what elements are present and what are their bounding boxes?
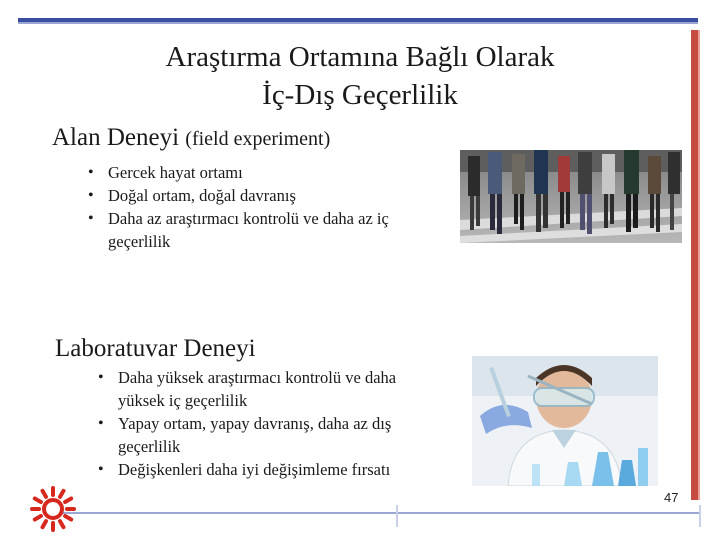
list-item: • Daha az araştırmacı kontrolü ve daha az iç geçerlilik — [88, 209, 389, 251]
frame-top-line — [18, 22, 698, 24]
slide-title — [60, 38, 660, 114]
sunburst-logo-icon — [30, 486, 76, 532]
section-heading-field-main: Alan Deneyi — [52, 124, 180, 151]
frame-right-line — [698, 30, 700, 500]
frame-right-bar — [691, 30, 698, 500]
section-heading-lab-main: Laboratuvar Deneyi — [55, 335, 256, 362]
slide-title-line1: Araştırma Ortamına Bağlı Olarak — [165, 41, 555, 73]
list-item: • Değişkenleri daha iyi değişimleme fırsatı — [98, 460, 391, 479]
list-item: • Gercek hayat ortamı — [88, 163, 243, 182]
crowd-walking-image — [460, 150, 682, 243]
list-item: • Daha yüksek araştırmacı kontrolü ve daha yüksek iç geçerlilik — [98, 368, 397, 410]
field-bullet-list — [82, 161, 452, 253]
list-item: • Doğal ortam, doğal davranış — [88, 186, 296, 205]
page-number: 47 — [664, 490, 679, 505]
section-heading-field-sub: (field experiment) — [185, 128, 331, 150]
section-heading-lab — [55, 334, 256, 364]
frame-bottom-tick — [396, 505, 398, 527]
bullet-dot-icon: • — [98, 415, 104, 432]
lab-scientist-photo — [472, 356, 658, 486]
list-item: • Yapay ortam, yapay davranış, daha az dış geçerlilik — [98, 414, 392, 456]
slide-title-line2: İç-Dış Geçerlilik — [262, 79, 458, 111]
bullet-dot-icon: • — [88, 164, 94, 181]
lab-bullet-list — [92, 366, 437, 481]
crowd-walking-photo — [460, 150, 682, 243]
bullet-dot-icon: • — [98, 369, 104, 386]
frame-bottom-tick-right — [699, 505, 701, 527]
university-logo — [30, 486, 76, 532]
section-heading-field — [52, 123, 330, 154]
frame-bottom-line — [60, 512, 700, 514]
bullet-dot-icon: • — [88, 210, 94, 227]
bullet-dot-icon: • — [88, 187, 94, 204]
lab-scientist-image — [472, 356, 658, 486]
bullet-dot-icon: • — [98, 461, 104, 478]
